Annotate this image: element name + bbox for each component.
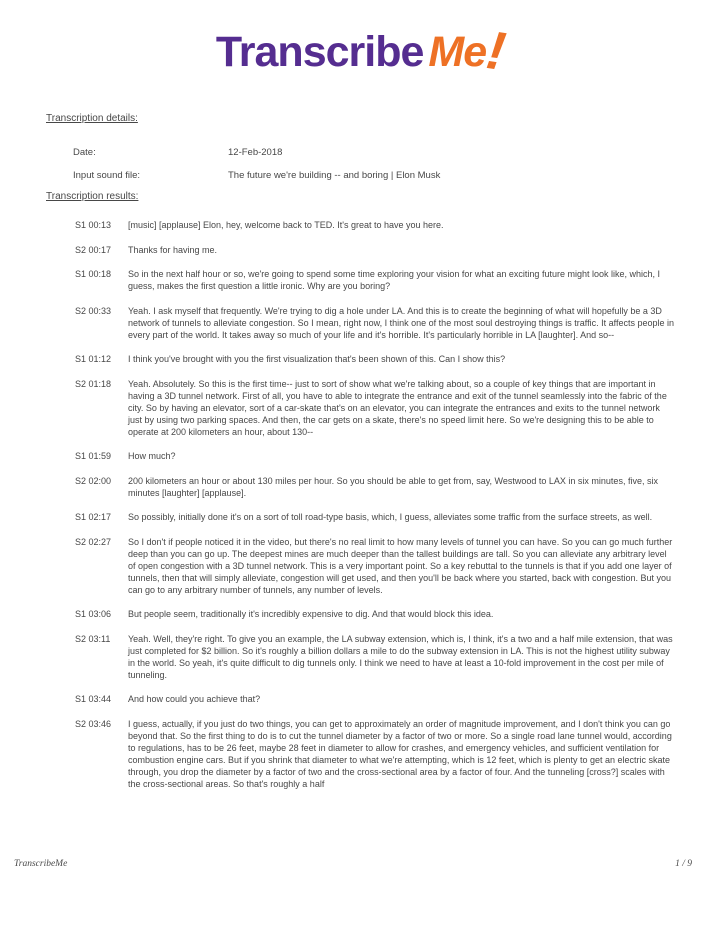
speaker-timestamp: S1 02:17 — [75, 512, 112, 522]
logo-text-me: Me — [428, 28, 487, 76]
utterance-text: How much? — [128, 451, 176, 461]
utterance-text: And how could you achieve that? — [128, 694, 261, 704]
transcription-details-heading: Transcription details: — [46, 113, 138, 124]
logo-text-transcribe: Transcribe — [215, 28, 424, 76]
transcript-body — [75, 219, 676, 802]
transcript-entry — [75, 305, 676, 341]
input-sound-file-label: Input sound file: — [73, 170, 141, 181]
date-value: 12-Feb-2018 — [228, 147, 283, 158]
transcript-entry — [75, 718, 676, 790]
transcription-details-rows — [73, 146, 440, 192]
utterance-text: 200 kilometers an hour or about 130 miles per hour. So you should be able to get from, say, Westwood to LAX in six minutes, five, six minutes [laughter] [applause]. — [128, 475, 658, 498]
date-label: Date: — [73, 147, 96, 158]
utterance-text: But people seem, traditionally it's incredibly expensive to dig. And that would block this idea. — [128, 609, 494, 619]
speaker-timestamp: S2 02:00 — [75, 475, 112, 486]
transcript-entry — [75, 475, 676, 499]
utterance-text: Yeah. Well, they're right. To give you an example, the LA subway extension, which is, I think, it's a two and a half mile extension, that was just completed for $2 billion. So it's roughly a billion dollars a mile to do the subway extension in LA. This is not the highest utility subway in the world. So yeah, it's quite difficult to dig tunnels only. I think we need to have at least a 10-fold improvement in the cost per mile of tunneling. — [128, 633, 673, 680]
utterance-text: So possibly, initially done it's on a sort of toll road-type basis, which, I guess, alleviates some traffic from the surface streets, as well. — [128, 512, 653, 522]
utterance-text: Yeah. I ask myself that frequently. We're trying to dig a hole under LA. And this is to create the beginning of what will hopefully be a 3D network of tunnels to alleviate congestion. So I mean, right now, I think one of the most soul destroying things is traffic. It affects people in every part of the world. It takes away so much of your life and it's horrible. It's particularly horrible in LA [laughter]. And so-- — [128, 305, 674, 340]
page-number: 1 / 9 — [675, 859, 692, 869]
speaker-timestamp: S1 01:12 — [75, 354, 112, 364]
transcribeme-logo — [0, 20, 720, 82]
speaker-timestamp: S1 00:18 — [75, 269, 112, 279]
speaker-timestamp: S1 00:13 — [75, 220, 112, 230]
speaker-timestamp: S1 01:59 — [75, 451, 112, 461]
transcript-entry — [75, 353, 676, 365]
transcript-entry — [75, 693, 676, 705]
speaker-timestamp: S2 01:18 — [75, 378, 112, 389]
input-sound-file-value: The future we're building -- and boring | Elon Musk — [228, 170, 441, 181]
transcript-entry — [75, 511, 676, 523]
transcript-entry — [75, 378, 676, 438]
transcript-entry — [75, 608, 676, 620]
transcript-entry — [75, 219, 676, 231]
utterance-text: So in the next half hour or so, we're going to spend some time exploring your vision for what an exciting future might look like, which, I guess, makes the first question a little ironic. Why are you boring? — [128, 269, 660, 291]
detail-row-date — [73, 146, 440, 159]
utterance-text: [music] [applause] Elon, hey, welcome back to TED. It's great to have you here. — [128, 220, 444, 230]
speaker-timestamp: S2 03:46 — [75, 718, 112, 729]
utterance-text: Thanks for having me. — [128, 244, 218, 255]
speaker-timestamp: S2 00:17 — [75, 244, 112, 255]
footer-brand: TranscribeMe — [14, 859, 68, 869]
transcript-entry — [75, 536, 676, 596]
transcription-results-heading: Transcription results: — [46, 191, 139, 202]
transcript-entry — [75, 244, 676, 256]
logo-exclamation-icon: ! — [483, 20, 509, 82]
page-footer — [14, 859, 692, 869]
transcript-entry — [75, 268, 676, 292]
speaker-timestamp: S1 03:44 — [75, 694, 112, 704]
utterance-text: I think you've brought with you the first visualization that's been shown of this. Can I show this? — [128, 354, 506, 364]
utterance-text: So I don't if people noticed it in the video, but there's no real limit to how many levels of tunnel you can have. So you can go much further deep than you can go up. The deepest mines are much deeper than the tallest buildings are tall. So you can alleviate any arbitrary level of open congestion with a 3D tunnel network. This is a very important point. So a key rebuttal to the tunnels is that if you add one layer of tunnels, then that will simply alleviate, congestion will get used, and then you'll be back where you started, back with congestion. But you can go to any arbitrary number of tunnels, any number of levels. — [128, 536, 673, 595]
speaker-timestamp: S2 00:33 — [75, 305, 112, 316]
detail-row-input-sound-file — [73, 169, 440, 182]
speaker-timestamp: S1 03:06 — [75, 609, 112, 619]
transcript-entry — [75, 633, 676, 681]
speaker-timestamp: S2 02:27 — [75, 536, 112, 547]
utterance-text: Yeah. Absolutely. So this is the first time-- just to sort of show what we're talking about, so a couple of key things that are important in having a 3D tunnel network. First of all, you have to able to integrate the entrance and exit of the tunnel seamlessly into the fabric of the city. So by having an elevator, sort of a car-skate that's on an elevator, you can integrate the entrances and exits to the tunnel network just by using two parking spaces. And then, the car gets on a skate, there's no speed limit here. So we're designing this to be able to operate at 200 kilometers an hour, about 130-- — [128, 378, 667, 437]
utterance-text: I guess, actually, if you just do two things, you can get to approximately an order of magnitude improvement, and I don't think you can go beyond that. So the first thing to do is to cut the tunnel diameter by a factor of two or more. So a single road lane tunnel would, according to regulations, has to be 26 feet, maybe 28 feet in diameter to allow for crashes, and emergency vehicles, and sufficient ventilation for combustion engine cars. But if you shrink that diameter to what we're attempting, which is 12 feet, which is plenty to get an electric skate through, you drop the diameter by a factor of two and the cross-sectional area by a factor of four. And the tunneling [cross?] scales with the cross-sectional areas. So that's roughly a half — [128, 718, 672, 789]
speaker-timestamp: S2 03:11 — [75, 633, 111, 644]
transcript-entry — [75, 450, 676, 462]
